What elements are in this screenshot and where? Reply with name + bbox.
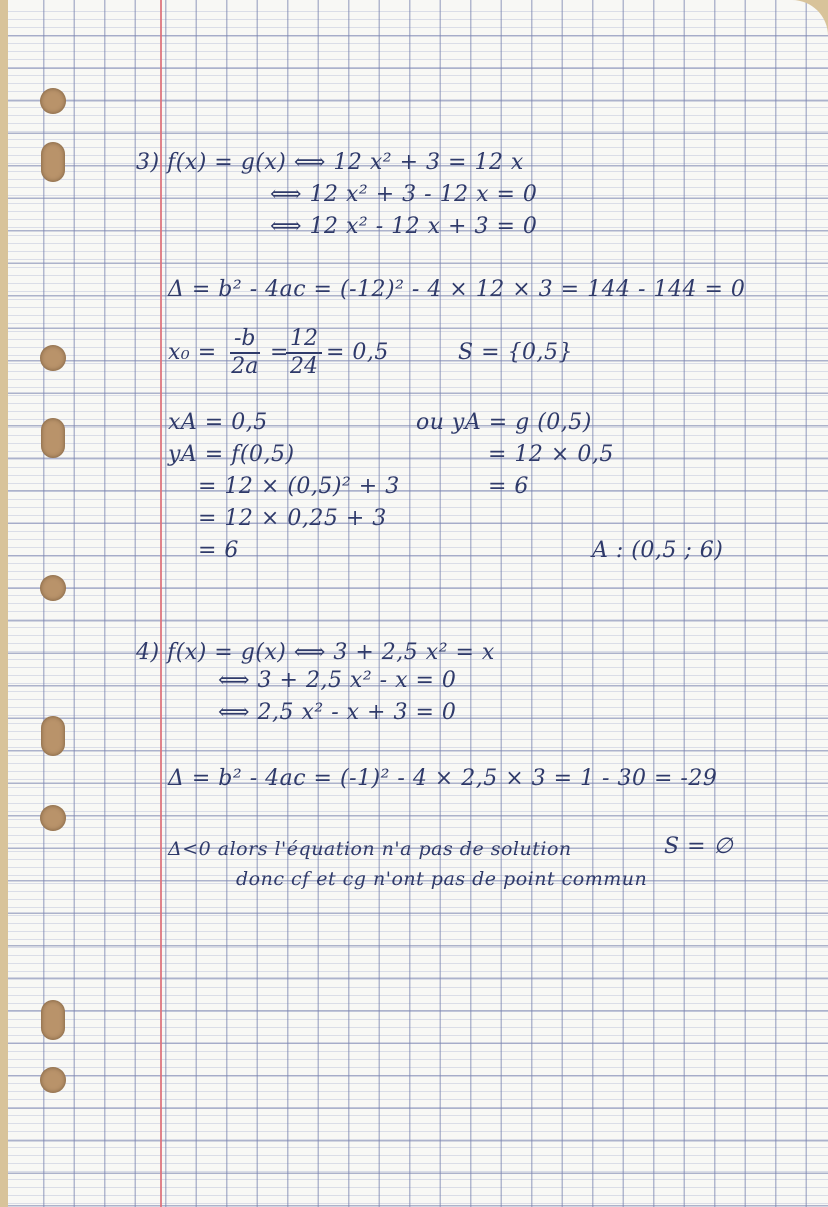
q4-equation-line-2: ⟺ 3 + 2,5 x² - x = 0 [218,668,457,693]
fraction-numerator: -b [230,326,260,354]
q3-ya-line-4: = 6 [198,538,239,563]
fraction-denominator: 2a [231,354,259,379]
q3-equals-sign: = [270,340,289,365]
q4-conclusion-line-1: Δ<0 alors l'équation n'a pas de solution [168,838,572,860]
notebook-page [8,0,828,1207]
q3-ya-line-2: = 12 × (0,5)² + 3 [198,474,400,499]
q3-ya-line-3: = 12 × 0,25 + 3 [198,506,387,531]
q4-conclusion-line-2: donc cf et cg n'ont pas de point commun [236,868,648,890]
q3-solution-set: S = {0,5} [458,340,573,365]
q3-fraction-12-over-24 [286,326,322,380]
binder-hole [40,805,66,831]
binder-hole [40,575,66,601]
q3-equation-line-2: ⟺ 12 x² + 3 - 12 x = 0 [270,182,538,207]
binder-hole [41,1000,65,1040]
q4-solution-set: S = ∅ [664,834,734,859]
margin-line [160,0,162,1207]
q4-discriminant: Δ = b² - 4ac = (-1)² - 4 × 2,5 × 3 = 1 - 30 = -29 [168,766,718,791]
q3-alt-line-1: ou yA = g (0,5) [416,410,592,435]
binder-hole [40,1067,66,1093]
q3-xa: xA = 0,5 [168,410,268,435]
q3-alt-line-2: = 12 × 0,5 [488,442,614,467]
q3-equation-line-3: ⟺ 12 x² - 12 x + 3 = 0 [270,214,538,239]
q3-discriminant: Δ = b² - 4ac = (-12)² - 4 × 12 × 3 = 144 - 144 = 0 [168,277,746,302]
q3-alt-line-3: = 6 [488,474,529,499]
binder-hole [41,716,65,756]
q3-equation-line-1: 3) f(x) = g(x) ⟺ 12 x² + 3 = 12 x [136,150,524,175]
q4-equation-line-1: 4) f(x) = g(x) ⟺ 3 + 2,5 x² = x [136,640,495,665]
q3-fraction-b-over-2a [230,326,260,380]
q4-equation-line-3: ⟺ 2,5 x² - x + 3 = 0 [218,700,457,725]
q3-x0-label: x₀ = [168,340,217,365]
binder-hole [41,418,65,458]
fraction-denominator: 24 [290,354,318,379]
binder-hole [40,345,66,371]
fraction-numerator: 12 [286,326,322,354]
q3-point-a: A : (0,5 ; 6) [592,538,724,563]
q3-x0-result: = 0,5 [326,340,389,365]
binder-hole [40,88,66,114]
binder-hole [41,142,65,182]
q3-ya-line-1: yA = f(0,5) [168,442,295,467]
